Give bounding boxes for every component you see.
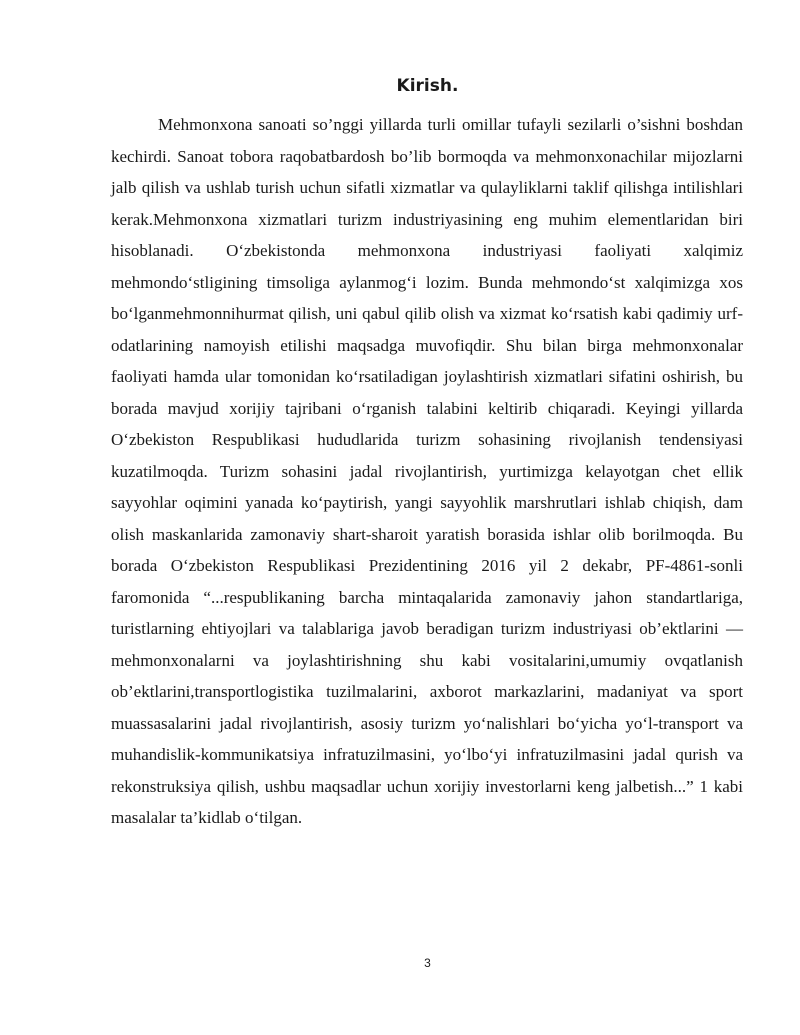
page-title: Kirish.: [396, 76, 459, 96]
body-paragraph: Mehmonxona sanoati so’nggi yillarda turli omillar tufayli sezilarli o’sishni boshdan kechirdi. Sanoat tobora raqobatbardosh bo’lib bormoqda va mehmonxonachilar mijozlarni jalb qilish va ushlab turish uchun sifatli xizmatlar va qulayliklarni taklif qilishga intilishlari kerak.Mehmonxona xizmatlari turizm industriyasining eng muhim elementlaridan biri hisoblanadi. O‘zbekistonda mehmonxona industriyasi faoliyati xalqimiz mehmondo‘stligining timsoliga aylanmog‘i lozim. Bunda mehmondo‘st xalqimizga xos bo‘lganmehmonnihurmat qilish, uni qabul qilib olish va xizmat ko‘rsatish kabi qadimiy urf-odatlarining namoyish etilishi maqsadga muvofiqdir. Shu bilan birga mehmonxonalar faoliyati hamda ular tomonidan ko‘rsatiladigan joylashtirish xizmatlari sifatini oshirish, bu borada mavjud xorijiy tajribani o‘rganish talabini keltirib chiqaradi. Keyingi yillarda O‘zbekiston Respublikasi hududlarida turizm sohasining rivojlanish tendensiyasi kuzatilmoqda. Turizm sohasini jadal rivojlantirish, yurtimizga kelayotgan chet ellik sayyohlar oqimini yanada ko‘paytirish, yangi sayyohlik marshrutlari ishlab chiqish, dam olish maskanlarida zamonaviy shart-sharoit yaratish borasida ishlar olib borilmoqda. Bu borada O‘zbekiston Respublikasi Prezidentining 2016 yil 2 dekabr, PF-4861-sonli faromonida “...respublikaning barcha mintaqalarida zamonaviy jahon standartlariga, turistlarning ehtiyojlari va talablariga javob beradigan turizm industriyasi ob’ektlarini — mehmonxonalarni va joylashtirishning shu kabi vositalarini,umumiy ovqatlanish ob’ektlarini,transportlogistika tuzilmalarini, axborot markazlarini, madaniyat va sport muassasalarini jadal rivojlantirish, asosiy turizm yo‘nalishlari bo‘yicha yo‘l-transport va muhandislik-kommunikatsiya infratuzilmasini, yo‘lbo‘yi infratuzilmasini jadal qurish va rekonstruksiya qilish, ushbu maqsadlar uchun xorijiy investorlarni keng jalbetish...” 1 kabi masalalar ta’kidlab o‘tilgan.: [111, 115, 743, 827]
page-number: 3: [424, 956, 431, 970]
